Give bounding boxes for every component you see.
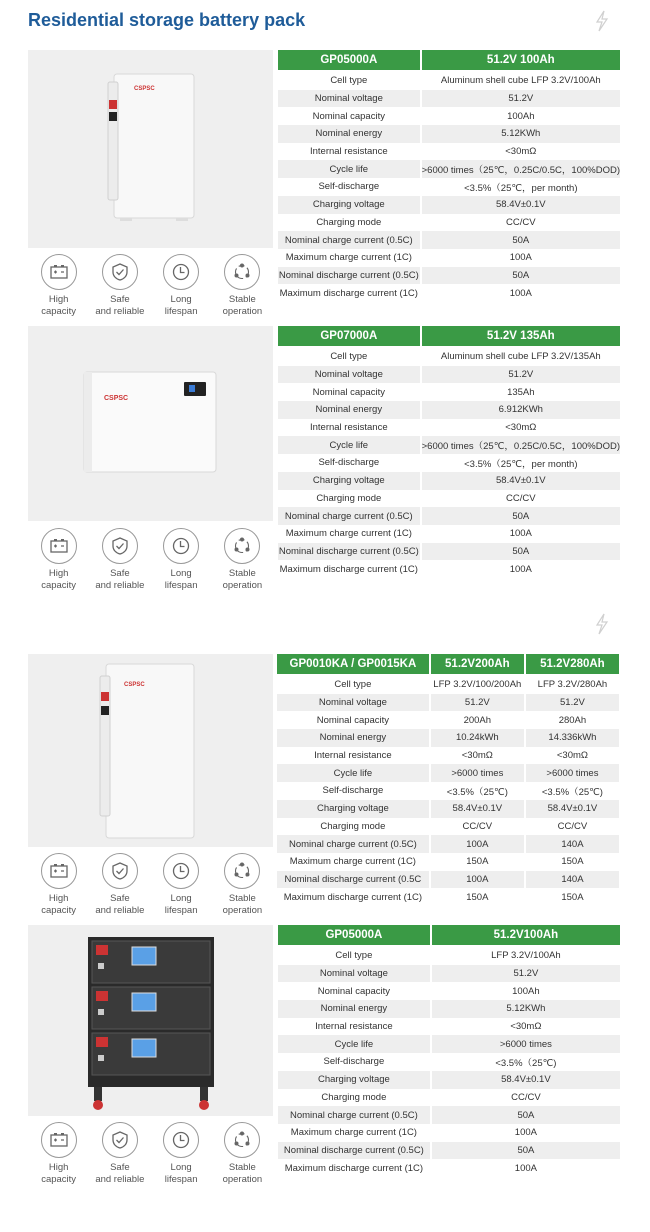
table-row <box>278 947 620 965</box>
spec-value: 200Ah <box>463 714 492 726</box>
svg-text:CSPSC: CSPSC <box>104 395 129 402</box>
spec-value: 150A <box>466 856 489 868</box>
spec-value: LFP 3.2V/100Ah <box>491 950 561 962</box>
spec-label: Cycle life <box>278 1035 430 1053</box>
table-row <box>278 454 620 472</box>
table-row <box>277 853 619 871</box>
spec-label: Self-discharge <box>318 181 380 193</box>
spec-value: LFP 3.2V/100/200Ah <box>433 679 522 691</box>
table-row <box>278 1089 620 1107</box>
feature-long-lifespan: Long lifespan <box>151 254 212 318</box>
spec-value: CC/CV <box>506 492 536 504</box>
spec-value: 100A <box>431 835 524 853</box>
spec-label: Nominal charge current (0.5C) <box>278 1106 430 1124</box>
feature-stable-operation: Stable operation <box>212 254 273 318</box>
feature-safe-reliable: Safe and reliable <box>89 853 150 917</box>
product-section <box>28 50 628 322</box>
table-row <box>277 800 619 818</box>
page-title: Residential storage battery pack <box>28 10 306 30</box>
spec-label: Nominal energy <box>277 729 429 747</box>
model-name: GP07000A <box>278 326 420 346</box>
table-row <box>277 782 619 800</box>
spec-value: 100Ah <box>507 110 535 122</box>
spec-value: 51.2V <box>422 90 620 108</box>
table-row <box>278 107 620 125</box>
spec-value: <3.5%（25℃) <box>541 786 603 798</box>
product-image-panel <box>28 326 273 521</box>
svg-text:CSPSC: CSPSC <box>134 86 155 92</box>
spec-label: Nominal charge current (0.5C) <box>277 835 429 853</box>
feature-icons <box>28 254 273 318</box>
table-row <box>278 231 620 249</box>
spec-value: <30mΩ <box>510 1021 542 1033</box>
table-row <box>277 818 619 836</box>
table-row <box>278 1000 620 1018</box>
column-header: 51.2V280Ah <box>526 654 619 674</box>
spec-label: Charging mode <box>321 1091 387 1103</box>
spec-value: 100A <box>509 528 532 540</box>
spec-label: Nominal energy <box>278 1000 430 1018</box>
feature-safe-reliable: Safe and reliable <box>89 528 150 592</box>
spec-value: 100A <box>509 252 532 264</box>
column-header: 51.2V200Ah <box>431 654 524 674</box>
table-row <box>278 1106 620 1124</box>
product-section <box>28 326 628 598</box>
spec-value: <3.5%（25℃，per month) <box>464 458 578 470</box>
spec-table <box>276 50 622 302</box>
spec-value: CC/CV <box>557 820 588 832</box>
lightning-icon <box>594 10 610 32</box>
table-row <box>278 178 620 196</box>
table-row <box>278 160 620 178</box>
spec-label: Charging voltage <box>277 800 429 818</box>
spec-value: 100A <box>514 1127 537 1139</box>
spec-label: Nominal voltage <box>278 366 420 384</box>
spec-label: Nominal energy <box>278 125 420 143</box>
spec-label: Internal resistance <box>309 146 388 158</box>
spec-value: <30mΩ <box>556 750 588 762</box>
table-row <box>278 348 620 366</box>
spec-value: 50A <box>422 543 620 561</box>
spec-label: Maximum discharge current (1C) <box>283 891 423 903</box>
spec-label: Cell type <box>330 351 368 363</box>
table-row <box>278 196 620 214</box>
spec-rows <box>278 70 620 302</box>
feature-icons <box>28 528 273 592</box>
clock-icon <box>171 536 191 556</box>
spec-label: Nominal voltage <box>278 90 420 108</box>
spec-rows <box>278 346 620 578</box>
spec-value: >6000 times <box>526 764 619 782</box>
spec-value: >6000 times（25℃，0.25C/0.5C，100%DOD) <box>422 160 620 178</box>
spec-label: Maximum charge current (1C) <box>285 252 412 264</box>
spec-value: 50A <box>422 507 620 525</box>
spec-value: 150A <box>561 856 584 868</box>
table-row <box>278 490 620 508</box>
spec-value: 10.24kWh <box>431 729 524 747</box>
battery-icon <box>49 262 69 282</box>
table-row <box>278 72 620 90</box>
spec-label: Cell type <box>334 679 372 691</box>
table-row <box>277 694 619 712</box>
spec-label: Maximum charge current (1C) <box>285 528 412 540</box>
spec-label: Nominal energy <box>278 401 420 419</box>
column-header: 51.2V 100Ah <box>422 50 620 70</box>
column-header: 51.2V100Ah <box>432 925 620 945</box>
spec-value: Aluminum shell cube LFP 3.2V/135Ah <box>440 351 601 363</box>
feature-icons <box>28 1122 273 1186</box>
spec-value: 5.12KWh <box>422 125 620 143</box>
table-row <box>278 560 620 578</box>
clock-icon <box>171 861 191 881</box>
spec-value: 150A <box>561 891 584 903</box>
table-row <box>278 366 620 384</box>
spec-value: <30mΩ <box>505 146 537 158</box>
table-row <box>277 835 619 853</box>
battery-icon <box>49 536 69 556</box>
spec-label: Nominal discharge current (0.5C) <box>278 267 420 285</box>
table-row <box>277 888 619 906</box>
table-row <box>278 1124 620 1142</box>
spec-label: Cycle life <box>277 764 429 782</box>
table-row <box>278 284 620 302</box>
spec-value: 50A <box>422 231 620 249</box>
spec-value: 58.4V±0.1V <box>422 472 620 490</box>
table-row <box>278 507 620 525</box>
spec-value: 51.2V <box>422 366 620 384</box>
table-row <box>277 729 619 747</box>
spec-table <box>276 326 622 578</box>
wall-battery-image <box>80 368 220 480</box>
spec-label: Nominal capacity <box>316 714 390 726</box>
table-row <box>278 436 620 454</box>
table-row <box>278 1053 620 1071</box>
spec-label: Nominal charge current (0.5C) <box>278 231 420 249</box>
spec-value: <3.5%（25℃) <box>446 786 508 798</box>
spec-label: Self-discharge <box>318 457 380 469</box>
spec-label: Maximum charge current (1C) <box>290 1127 417 1139</box>
table-row <box>278 543 620 561</box>
table-row <box>278 401 620 419</box>
spec-value: 100A <box>509 563 532 575</box>
spec-value: <3.5%（25℃，per month) <box>464 182 578 194</box>
wall-battery-image <box>106 72 198 222</box>
table-row <box>278 125 620 143</box>
spec-value: LFP 3.2V/280Ah <box>537 679 608 691</box>
table-row <box>278 472 620 490</box>
spec-value: 50A <box>432 1106 620 1124</box>
table-header <box>278 326 620 346</box>
feature-high-capacity: High capacity <box>28 528 89 592</box>
spec-label: Charging mode <box>316 492 382 504</box>
table-row <box>278 1035 620 1053</box>
spec-label: Charging voltage <box>278 1071 430 1089</box>
spec-value: 58.4V±0.1V <box>432 1071 620 1089</box>
spec-value: >6000 times（25℃，0.25C/0.5C，100%DOD) <box>422 436 620 454</box>
product-section <box>28 925 628 1195</box>
shield-check-icon <box>110 536 130 556</box>
spec-label: Internal resistance <box>315 1021 393 1033</box>
feature-safe-reliable: Safe and reliable <box>89 1122 150 1186</box>
shield-check-icon <box>110 1130 130 1150</box>
wall-battery-image <box>98 662 198 842</box>
spec-label: Internal resistance <box>314 750 392 762</box>
table-row <box>277 764 619 782</box>
table-row <box>278 1071 620 1089</box>
feature-safe-reliable: Safe and reliable <box>89 254 150 318</box>
table-row <box>278 249 620 267</box>
spec-label: Maximum discharge current (1C) <box>279 287 418 299</box>
spec-label: Cell type <box>330 75 368 87</box>
table-row <box>278 965 620 983</box>
table-row <box>277 676 619 694</box>
spec-rows <box>277 674 619 906</box>
spec-label: Charging voltage <box>278 196 420 214</box>
spec-label: Self-discharge <box>322 785 384 797</box>
feature-high-capacity: High capacity <box>28 1122 89 1186</box>
spec-value: 58.4V±0.1V <box>526 800 619 818</box>
model-name: GP05000A <box>278 925 430 945</box>
spec-label: Nominal discharge current (0.5C <box>277 871 429 889</box>
spec-label: Nominal discharge current (0.5C) <box>278 543 420 561</box>
feature-high-capacity: High capacity <box>28 254 89 318</box>
feature-stable-operation: Stable operation <box>212 853 273 917</box>
shield-check-icon <box>110 861 130 881</box>
spec-value: CC/CV <box>462 820 493 832</box>
spec-value: >6000 times <box>432 1035 620 1053</box>
feature-long-lifespan: Long lifespan <box>151 1122 212 1186</box>
spec-label: Nominal voltage <box>277 694 429 712</box>
cycle-icon <box>232 1130 252 1150</box>
spec-value: 58.4V±0.1V <box>422 196 620 214</box>
spec-value: 50A <box>432 1142 620 1160</box>
table-header <box>277 654 619 674</box>
table-row <box>277 711 619 729</box>
feature-stable-operation: Stable operation <box>212 528 273 592</box>
spec-label: Maximum discharge current (1C) <box>279 563 418 575</box>
table-row <box>278 419 620 437</box>
spec-label: Nominal voltage <box>278 965 430 983</box>
model-name: GP05000A <box>278 50 420 70</box>
spec-label: Nominal discharge current (0.5C) <box>278 1142 430 1160</box>
spec-value: 50A <box>422 267 620 285</box>
spec-value: <30mΩ <box>505 422 537 434</box>
spec-value: 51.2V <box>432 965 620 983</box>
spec-value: 100Ah <box>512 985 540 997</box>
spec-value: CC/CV <box>511 1091 541 1103</box>
clock-icon <box>171 262 191 282</box>
feature-long-lifespan: Long lifespan <box>151 853 212 917</box>
table-header <box>278 925 620 945</box>
spec-value: CC/CV <box>506 216 536 228</box>
spec-label: Maximum charge current (1C) <box>289 856 416 868</box>
spec-label: Cycle life <box>278 160 420 178</box>
shield-check-icon <box>110 262 130 282</box>
spec-value: 140A <box>526 835 619 853</box>
spec-rows <box>278 945 620 1177</box>
table-row <box>278 1018 620 1036</box>
spec-label: Cell type <box>335 950 373 962</box>
spec-value: 51.2V <box>431 694 524 712</box>
spec-label: Charging voltage <box>278 472 420 490</box>
spec-table <box>275 654 621 906</box>
cycle-icon <box>232 861 252 881</box>
lightning-icon <box>594 613 610 635</box>
table-row <box>278 267 620 285</box>
spec-value: 135Ah <box>507 386 535 398</box>
svg-text:CSPSC: CSPSC <box>124 682 145 688</box>
battery-icon <box>49 1130 69 1150</box>
model-name: GP0010KA / GP0015KA <box>277 654 429 674</box>
spec-label: Nominal capacity <box>317 985 391 997</box>
spec-label: Charging mode <box>320 820 386 832</box>
spec-value: 280Ah <box>558 714 587 726</box>
spec-value: >6000 times <box>431 764 524 782</box>
spec-value: 100A <box>431 871 524 889</box>
rack-battery-image <box>84 935 218 1111</box>
spec-value: 150A <box>466 891 489 903</box>
clock-icon <box>171 1130 191 1150</box>
battery-icon <box>49 861 69 881</box>
table-row <box>277 747 619 765</box>
table-row <box>278 1159 620 1177</box>
spec-value: 58.4V±0.1V <box>431 800 524 818</box>
spec-label: Internal resistance <box>309 422 388 434</box>
table-row <box>278 982 620 1000</box>
table-row <box>278 214 620 232</box>
feature-stable-operation: Stable operation <box>212 1122 273 1186</box>
spec-label: Nominal charge current (0.5C) <box>278 507 420 525</box>
spec-label: Nominal capacity <box>312 110 385 122</box>
cycle-icon <box>232 262 252 282</box>
table-row <box>278 383 620 401</box>
table-row <box>278 143 620 161</box>
spec-value: 5.12KWh <box>432 1000 620 1018</box>
spec-label: Self-discharge <box>323 1056 385 1068</box>
spec-label: Cycle life <box>278 436 420 454</box>
product-image-panel <box>28 925 273 1116</box>
spec-value: 140A <box>526 871 619 889</box>
cycle-icon <box>232 536 252 556</box>
feature-long-lifespan: Long lifespan <box>151 528 212 592</box>
spec-value: 14.336kWh <box>526 729 619 747</box>
table-row <box>277 871 619 889</box>
spec-label: Charging mode <box>316 216 382 228</box>
spec-table <box>276 925 622 1177</box>
product-section <box>28 654 628 922</box>
spec-value: <3.5%（25℃) <box>495 1057 557 1069</box>
spec-label: Maximum discharge current (1C) <box>284 1162 424 1174</box>
spec-value: 100A <box>514 1162 537 1174</box>
product-image-panel <box>28 654 273 847</box>
feature-icons <box>28 853 273 917</box>
table-row <box>278 90 620 108</box>
spec-value: Aluminum shell cube LFP 3.2V/100Ah <box>440 75 601 87</box>
spec-label: Nominal capacity <box>312 386 385 398</box>
spec-value: 100A <box>509 287 532 299</box>
spec-value: 6.912KWh <box>422 401 620 419</box>
spec-value: 51.2V <box>526 694 619 712</box>
table-header <box>278 50 620 70</box>
feature-high-capacity: High capacity <box>28 853 89 917</box>
column-header: 51.2V 135Ah <box>422 326 620 346</box>
product-image-panel <box>28 50 273 248</box>
table-row <box>278 1142 620 1160</box>
table-row <box>278 525 620 543</box>
spec-value: <30mΩ <box>461 750 493 762</box>
